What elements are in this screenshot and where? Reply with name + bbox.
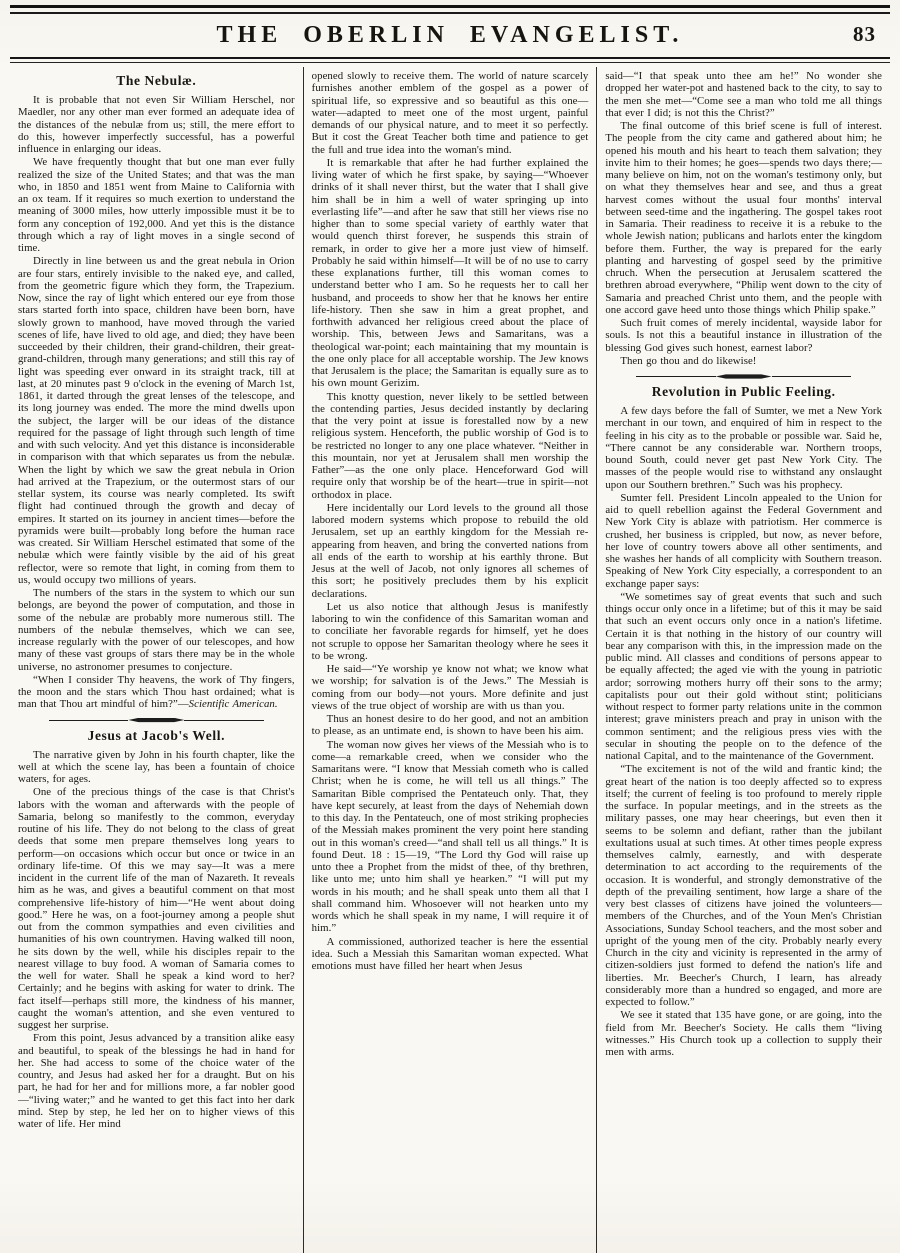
column-2 — [303, 67, 597, 1253]
article-paragraph: From this point, Jesus advanced by a transition alike easy and beautiful, to speak of the blessings he had in hand for her. She had access to some of the choice water of the country, and Jesus had asked her for a draught. But on his part, he had for her and for millions more, a far nobler good—“living water;” and he wanted to get this fact into her dark mind. Step by step, he led her on to higher views of this water of life. Her mind — [18, 1032, 295, 1130]
article-title-revolution: Revolution in Public Feeling. — [651, 384, 836, 399]
article-paragraph: “The excitement is not of the wild and frantic kind; the great heart of the nation is too deeply affected so to express itself; the current of feeling is too profound to merely ripple the surface. In popular meetings, and in the streets as the military passes, one may hear cheerings, but even then it seems to be solemn and defiant, rather than the jubilant exultations usual at such times. At other times people express themselves calmly, earnestly, and with desperate determination to act according to the requirements of the occasion. It is wonderful, and strongly demonstrative of the depth of the prevailing sentiment, how large a share of the very best classes of citizens have joined the volunteers—members of the Churches, and of the Youn Men's Christian Associations, Sunday School teachers, and the most sober and upright of the young men of the city. Probably nearly every Church in the city and vicinity is represented in the army of citizen-soldiers just formed to defend the nation's life and liberties. Mr. Beecher's Church, I learn, has already considerably more than a hundred so engaged, and more are expected to follow.” — [605, 763, 883, 1008]
article-paragraph: It is probable that not even Sir William Herschel, nor Maedler, nor any other man ever formed an adequate idea of the distances of the nebulæ from us; still, the mere effort to do this, however imperfectly successful, has a powerful influence in enlarging our ideas. — [18, 94, 295, 155]
column-layout — [10, 67, 890, 1253]
article-paragraph: We see it stated that 135 have gone, or are going, into the field from Mr. Beecher's Society. He calls them “living witnesses.” His Church took up a collection to supply their men with arms. — [605, 1009, 883, 1058]
article-paragraph: Here incidentally our Lord levels to the ground all those labored modern systems which propose to rebuild the old Jerusalem, set up an earthly kingdom for the Messiah re-appearing from heaven, and bring the converted nations from all ends of the earth to worship at his earthly throne. But Jesus at the well of Jacob, not only ignores all schemes of this sort; he positively precludes them by his explicit declarations. — [311, 501, 589, 600]
article-title-nebulae: The Nebulæ. — [116, 73, 197, 88]
article-title-jacobs-well: Jesus at Jacob's Well. — [87, 727, 226, 743]
article-paragraph: It is remarkable that after he had further explained the living water of which he first spake, by saying—“Whoever drinks of it shall never thirst, but the water that I shall give him shall be in him a well of water springing up into everlasting life”—and after he saw that still her views rise no higher than to some special variety of earthly water that would quench thirst forever, he suspends this strain of remark, in order to give her a more just view of himself. Probably he said within himself—It will be of no use to carry these explanations further, till this woman comes to understand better who I am. So he requests her to call her husband, and proceeds to show her that he knows her entire life-history. Then she saw in him a great prophet, and forthwith advanced her religious creed about the place of worship. This, between Jews and Samaritans, was a theological war-point; each maintaining that my mountain is the one only place for all acceptable worship. The Jew knows that Jerusalem is the place; the Samaritan is equally sure as to his own mount Gerizim. — [311, 156, 589, 390]
article-paragraph: The narrative given by John in his fourth chapter, like the well at which the scene lay, has been a fountain of choice waters, for ages. — [18, 748, 295, 785]
column-1 — [10, 67, 303, 1253]
article-paragraph: The woman now gives her views of the Messiah who is to come—a remarkable creed, when we consider who the Samaritans were. “I know that Messiah cometh who is called Christ; when he is come, he will tell us all things.” The Samaritan Bible comprised the Pentateuch only. That, they have kept securely, at least from the days of Nehemiah down to this day. In the Pentateuch, one of most striking prophecies of the Messiah makes prominent the very point here standing out in this woman's creed—“and shall tell us all things.” It is found Deut. 18 : 15—19, “The Lord thy God will raise up unto thee a Prophet from the midst of thee, of thy brethren, like unto me; unto him shall ye hearken.” “I will put my words in his mouth; and he shall speak unto them all that I shall command him. Whosoever will not hearken unto my words which he shall speak in my name, I will require it of him.” — [311, 738, 589, 935]
article-paragraph: We have frequently thought that but one man ever fully realized the size of the United States; and that was the man who, in 1850 and 1851 went from Maine to California with an ox team. If it requires so much exertion to understand the meaning of 3000 miles, how utterly impossible must it be to form any conception of 192,000. And yet this is the distance through which a ray of light moves in a single second of time. — [18, 156, 295, 254]
divider-spindle-icon — [128, 718, 184, 723]
column-3 — [596, 67, 890, 1253]
page-number: 83 — [853, 22, 876, 46]
header-double-rule — [10, 57, 890, 63]
article-paragraph: Thus an honest desire to do her good, and not an ambition to please, as an untimate end, is shown to have been his aim. — [311, 713, 589, 738]
psalm-quote: “When I consider Thy heavens, the work of Thy fingers, the moon and the stars which Thou hast ordained; what is man that Thou art mindful of him?”— — [18, 673, 295, 711]
article-paragraph: opened slowly to receive them. The world of nature scarcely furnishes another emblem of the gospel as a power of spiritual life, so expressive and so beautiful as this one—water—adapted to meet one of the most urgent, painful demands of our physical nature, and to meet it so perfectly. But it cost the Great Teacher both time and patience to get the full and true idea into the woman's mind. — [311, 70, 589, 156]
article-paragraph: The numbers of the stars in the system to which our sun belongs, are beyond the power of computation, and those in some of the nebulæ are probably more numerous still. The numbers of the nebulæ themselves, which we can see, increase regularly with the power of our telescopes, and how many of these vast groups of stars there may be in the whole universe, no astronomer presumes to conjecture. — [18, 587, 295, 673]
masthead-row — [10, 14, 890, 57]
attribution: Scientific American. — [188, 698, 278, 711]
article-paragraph: said—“I that speak unto thee am he!” No wonder she dropped her water-pot and hastened back to the city, to say to the men she met—“Come see a man who told me all things that ever I did; is not this the Christ?” — [605, 70, 883, 119]
article-paragraph: He said—“Ye worship ye know not what; we know what we worship; for salvation is of the Jews.” The Messiah is coming from our body—not yours. More definite and just views of the true object of worship are with us than you. — [311, 663, 589, 712]
article-paragraph: Such fruit comes of merely incidental, wayside labor for souls. Is not this a beautiful instance in illustration of the blessing God gives such honest, earnest labor? — [605, 317, 883, 354]
article-paragraph: A commissioned, authorized teacher is here the essential idea. Such a Messiah this Samaritan woman expected. What emotions must have filled her heart when Jesus — [311, 935, 589, 972]
article-paragraph: A few days before the fall of Sumter, we met a New York merchant in our town, and enquired of him in respect to the feeling in his city as to the probable or possible war. Said he, “There cannot be any considerable war. Northern troops, bound South, could never get past New York City. The masses of the people would rise to withstand any onslaught upon our Southern brethren.” Such was his prophecy. — [605, 405, 883, 491]
article-paragraph: The final outcome of this brief scene is full of interest. The people from the city came and gathered about him; he opened his mouth and his heart to teach them salvation; they invite him to their homes; he goes—spends two days there;—many believe on him, not on the woman's testimony only, but on what they themselves hear and see, and thus a great harvest comes without the usual four months' interval between seed-time and the ingathering. The gospel takes root in Samaria. Their readiness to receive it is a rebuke to the whole Jewish nation; publicans and harlots enter the kingdom before them. Further, the way is prepared for the early planting and harvesting of gospel seed by the primitive chruch. When the persecution at Jerusalem scattered the brethren abroad everywhere, “Philip went down to the city of Samaria and preached Christ unto them, and the people with one accord gave heed unto those things which Philip spake.” — [605, 120, 883, 316]
article-paragraph: “We sometimes say of great events that such and such things occur only once in a lifetime; but of this it may be said that such an event occurs only once in a nation's lifetime. Certain it is that nothing in the history of our country will bear any comparison with this, in the impression made on the public mind. All classes and conditions of persons appear to be equally affected; the aged vie with the young in patriotic ardor; sorrowing mothers hurry off their sons to the army; capitalists pour out their gold without stint; politicians without respect to former party relations unite in the common interest; grave ministers preach and pray in unison with the common sentiment; and the religious press vies with the secular in shouting the people on to the defence of the national Capital, and to the maintenance of the Government. — [605, 590, 883, 762]
article-paragraph: Sumter fell. President Lincoln appealed to the Union for aid to quell rebellion against the Federal Government and New York City is ablaze with patriotism. Her commerce is crushed, her business is crippled, but now, as never before, her love of country towers above all other sentiments, and she washes her hands of all complicity with Southern treason. Speaking of New York City especially, a correspondent to an exchange paper says: — [605, 491, 883, 590]
article-quote-paragraph — [18, 674, 295, 711]
section-divider — [636, 374, 851, 379]
article-paragraph: Then go thou and do likewise! — [620, 354, 757, 367]
top-double-rule — [10, 5, 890, 14]
article-paragraph: Let us also notice that although Jesus is manifestly laboring to win the confidence of this Samaritan woman and to conciliate her favorable regards for himself, yet he does not scruple to oppose her Samaritan theology where he sees it to be wrong. — [311, 600, 589, 662]
masthead-title: THE OBERLIN EVANGELIST. — [216, 22, 684, 48]
article-paragraph: Directly in line between us and the great nebula in Orion are four stars, entirely invisible to the naked eye, and called, from the geometric figure which they form, the Trapezium. Now, since the ray of light which entered our eye from those stars started forth into space, children have been born, have slowly grown to manhood, have moved through the varied scenes of life, have lived to old age, and died; they have been succeeded by their children, their grand-children, their great-grand-children, through many generations; and still this ray of light was speeding ever onward in its straight track, till at last, at 20 minutes past 9 o'clock in the evening of March 1st, 1861, it darted through the great lenses of the telescope, and its long journey was ended. The more the mind dwells upon the subject, the larger will be our ideas of the distance required for the passage of light through such length of time and with such velocity. And yet this distance is inconsiderable in comparison with that which separates us from the nebulæ. When the light by which we saw the great nebula in Orion had arrived at the Trapezium, or the outermost stars of our stellar system, its course was nearly completed. Its swift flight had continued through the growth and decay of empires. It started on its journey in ancient times—before the pyramids were built—probably long before the human race was created. Sir William Herschel estimated that some of the nebulæ which were faintly visible by the aid of his great reflector, were so remote that light, in coming from them to us, would occupy two millions of years. — [18, 255, 295, 586]
divider-spindle-icon — [716, 374, 772, 379]
section-divider — [49, 718, 264, 723]
article-paragraph: One of the precious things of the case is that Christ's labors with the woman and afterwards with the people of Samaria, belong so manifestly to the common, everyday routine of his life. They do not belong to the class of great deeds that some men prepare themselves long years to perform—on occasions which occur but once or twice in an ordinary life-time. Of this we may say—It was a mere incident in the current life of the man of Nazareth. It reveals him as he was, and gives a beautiful comment on that most comprehensive life-history of him—“He went about doing good.” Here he was, on a foot-journey among a people shut out from the common sympathies and even civilities and humanities of his own countrymen. Having walked till noon, he sits down by the well, while his disciples repair to the nearest village to buy food. A woman of Samaria comes to the well for water. Shall he speak a kind word to her? Certainly; and he begins with asking for water to drink. The fact itself—perhaps still more, the kindness of his manner, caught the woman's attention, and she even ventured to suggest her surprise. — [18, 786, 295, 1031]
article-paragraph: This knotty question, never likely to be settled between the contending parties, Jesus decided instantly by declaring that the very point at issue is forestalled now by a new religious system. Henceforth, the public worship of God is to be restricted no longer to any one place whatever. “Neither in this mountain, nor yet at Jerusalem shall men worship the Father”—as the one only place. Henceforward God will require only that worship be of the heart—true in spirit—not orthodox in place. — [311, 390, 589, 501]
